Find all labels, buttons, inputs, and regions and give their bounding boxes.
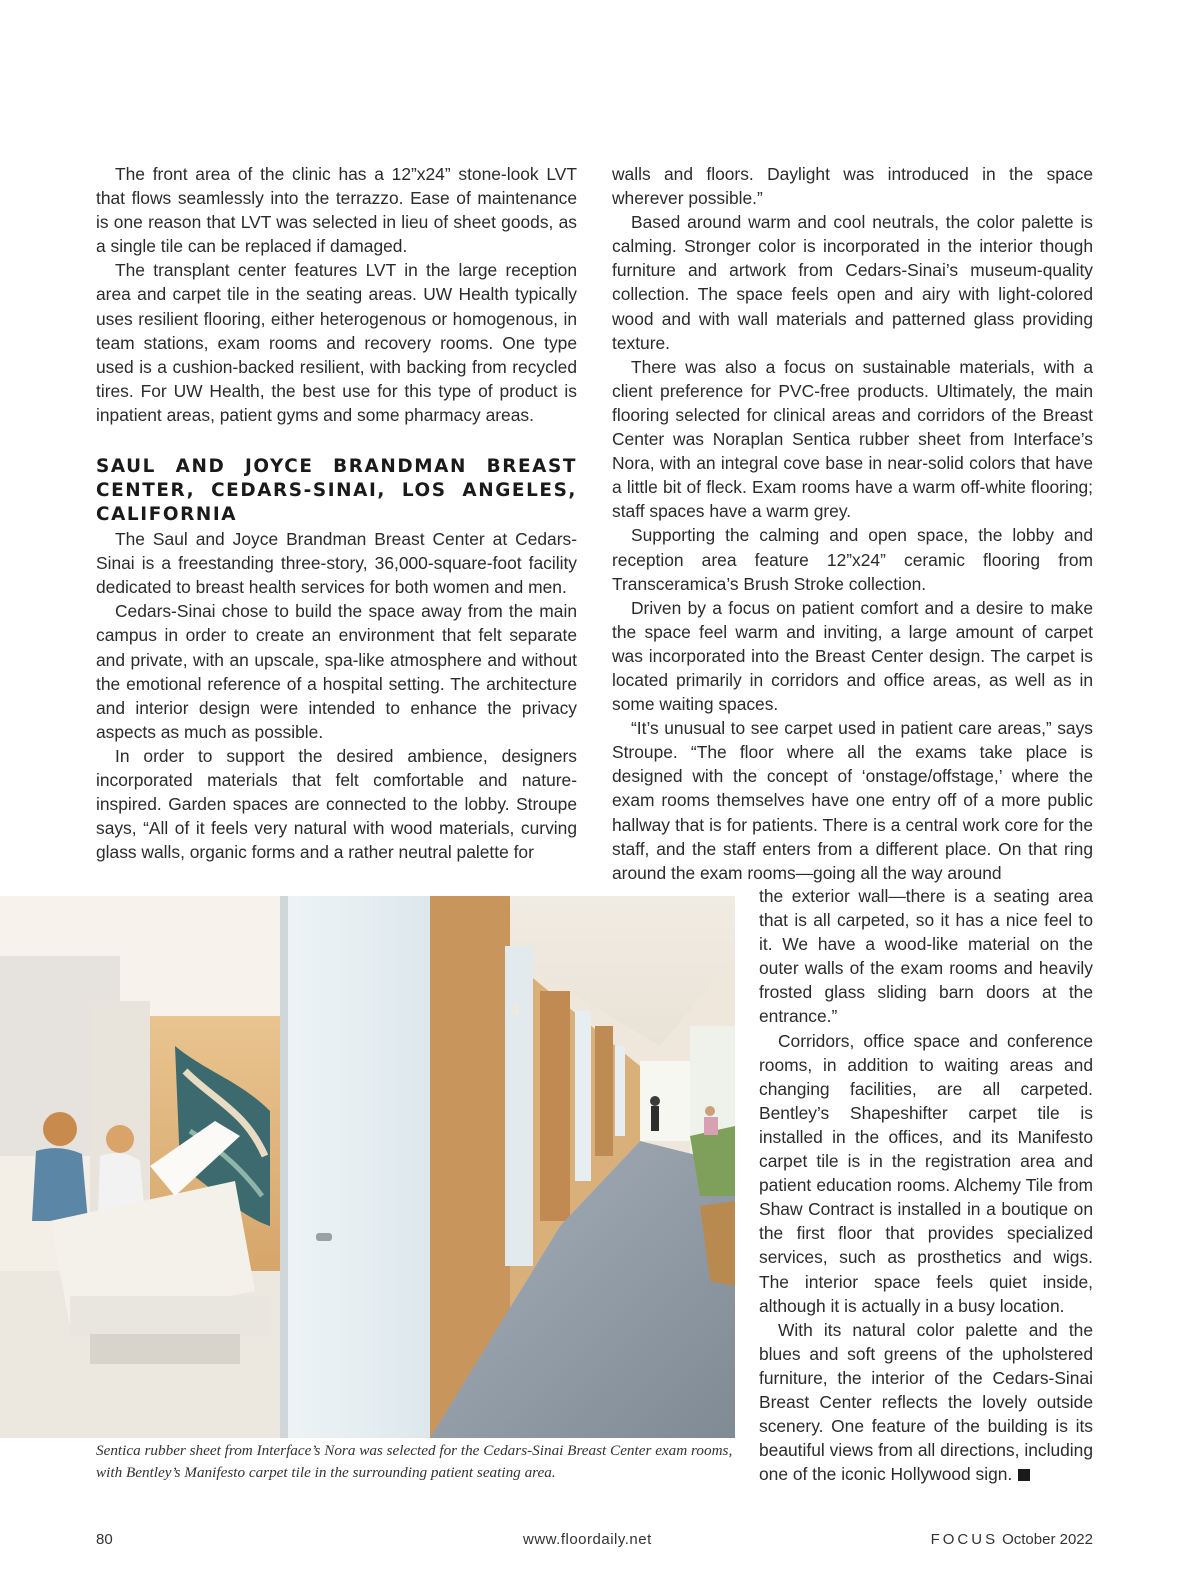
body-paragraph: “It’s unusual to see carpet used in patient care areas,” says Stroupe. “The floor where all the exams take place is designed with the concept of ‘onstage/offstage,’ where the exam rooms themselves have one entry off of a more public hallway that is for patients. There is a central work core for the staff, and the staff enters from a different place. On that ring around the exam rooms—going all the way around xyxy=(612,718,1093,883)
article-photo xyxy=(0,896,735,1438)
body-paragraph: The front area of the clinic has a 12”x24” stone-look LVT that flows seamlessly into the terrazzo. Ease of maintenance is one reason that LVT was selected in lieu of sheet goods, as a single tile can be replaced if damaged. xyxy=(96,164,577,257)
body-paragraph: Supporting the calming and open space, the lobby and reception area feature 12”x24” ceramic flooring from Transceramica’s Brush Stroke collection. xyxy=(612,525,1093,594)
body-paragraph: In order to support the desired ambience, designers incorporated materials that felt comfortable and nature-inspired. Garden spaces are connected to the lobby. Stroupe says, “All of it feels very natural with wood materials, curving glass walls, organic forms and a rather neutral palette for xyxy=(96,745,577,863)
door-number: 4 xyxy=(510,1001,521,1020)
photo-caption: Sentica rubber sheet from Interface’s Nora was selected for the Cedars-Sinai Breast Center exam rooms, with Bentley’s Manifesto carpet tile in the surrounding patient seating area. xyxy=(96,1442,733,1481)
body-paragraph: The transplant center features LVT in the large reception area and carpet tile in the seating areas. UW Health typically uses resilient flooring, either heterogenous or homogenous, in team stations, exam rooms and recovery rooms. One type used is a cushion-backed resilient, with backing from recycled tires. For UW Health, the best use for this type of product is inpatient areas, patient gyms and some pharmacy areas. xyxy=(96,260,577,425)
left-column xyxy=(96,162,577,864)
body-paragraph: walls and floors. Daylight was introduced in the space wherever possible.” xyxy=(612,164,1093,209)
body-paragraph: the exterior wall—there is a seating area that is all carpeted, so it has a nice feel to it. We have a wood-like material on the outer walls of the exam rooms and heavily frosted glass sliding barn doors at the entrance.” xyxy=(759,886,1093,1027)
section-heading: SAUL AND JOYCE BRANDMAN BREAST CENTER, CEDARS-SINAI, LOS ANGELES, CALIFORNIA xyxy=(96,456,577,526)
magazine-name: FOCUS xyxy=(930,1531,999,1548)
page-number: 80 xyxy=(96,1531,113,1548)
final-paragraph-text: With its natural color palette and the blues and soft greens of the upholstered furniture, the interior of the Cedars-Sinai Breast Center reflects the lovely outside scenery. One feature of the building is its beautiful views from all directions, including one of the iconic Hollywood sign. xyxy=(759,1319,1093,1485)
end-mark-icon xyxy=(1018,1469,1030,1481)
footer-issue xyxy=(931,1531,1093,1548)
body-paragraph: The Saul and Joyce Brandman Breast Center at Cedars-Sinai is a freestanding three-story, 36,000-square-foot facility dedicated to breast health services for both women and men. xyxy=(96,529,577,598)
body-paragraph: Cedars-Sinai chose to build the space away from the main campus in order to create an environment that felt separate and private, with an upscale, spa-like atmosphere and without the emotional reference of a hospital setting. The architecture and interior design were intended to enhance the privacy aspects as much as possible. xyxy=(96,601,577,742)
issue-date: October 2022 xyxy=(1002,1531,1093,1548)
body-paragraph: Corridors, office space and conference rooms, in addition to waiting areas and changing facilities, are all carpeted. Bentley’s Shapeshifter carpet tile is installed in the offices, and its Manifesto carpet tile is in the registration area and patient education rooms. Alchemy Tile from Shaw Contract is installed in a boutique on the first floor that provides specialized services, such as prosthetics and wigs. The interior space feels quiet inside, although it is actually in a busy location. xyxy=(759,1030,1093,1316)
body-paragraph: Driven by a focus on patient comfort and a desire to make the space feel warm and inviting, a large amount of carpet was incorporated into the Breast Center design. The carpet is located primarily in corridors and office areas, as well as in some waiting spaces. xyxy=(612,597,1093,715)
right-narrow-column xyxy=(759,884,1093,1486)
body-paragraph: Based around warm and cool neutrals, the color palette is calming. Stronger color is incorporated in the interior though furniture and artwork from Cedars-Sinai’s museum-quality collection. The space feels open and airy with light-colored wood and with wall materials and patterned glass providing texture. xyxy=(612,212,1093,353)
right-column xyxy=(612,162,1093,885)
body-paragraph: There was also a focus on sustainable materials, with a client preference for PVC-free products. Ultimately, the main flooring selected for clinical areas and corridors of the Breast Center was Noraplan Sentica rubber sheet from Interface’s Nora, with an integral cove base in near-solid colors that have a little bit of fleck. Exam rooms have a warm off-white flooring; staff spaces have a warm grey. xyxy=(612,356,1093,522)
footer-url[interactable]: www.floordaily.net xyxy=(523,1531,652,1548)
body-paragraph-final xyxy=(759,1318,1093,1487)
